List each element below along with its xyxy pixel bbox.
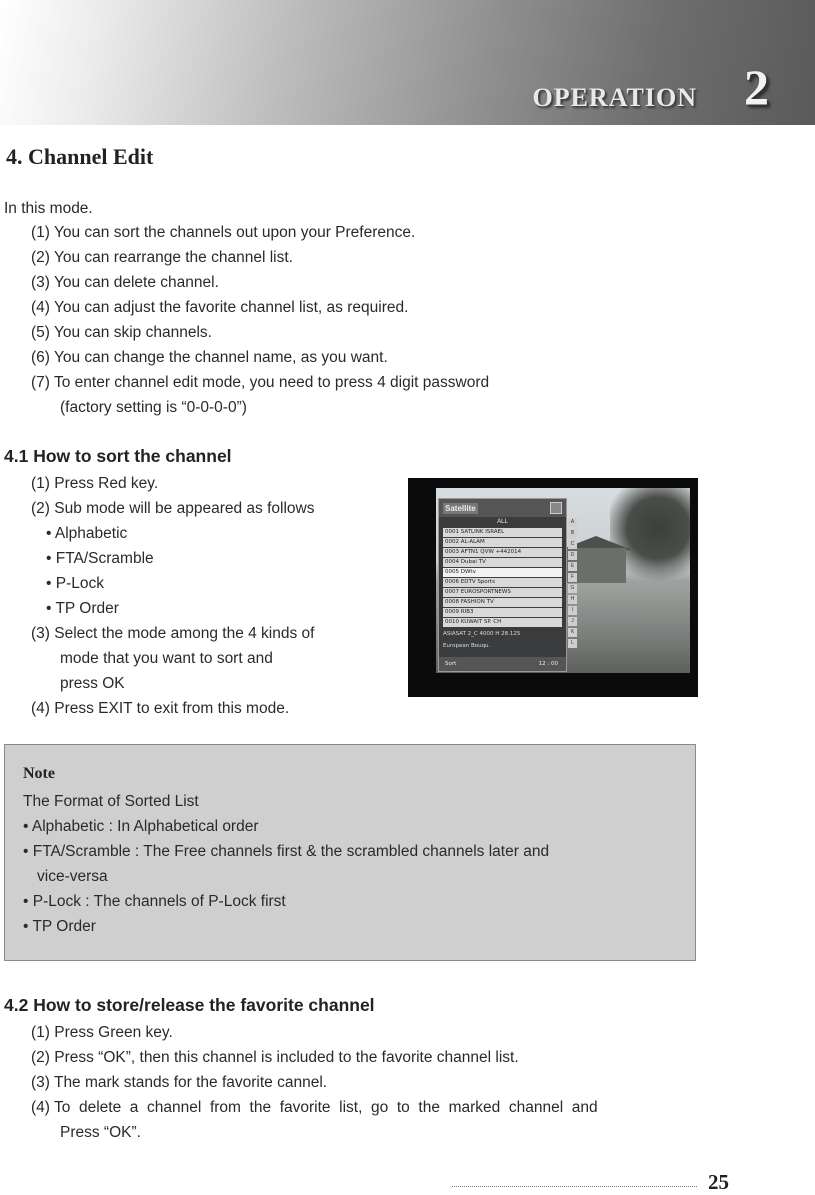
intro-item: (2) You can rearrange the channel list.: [31, 249, 293, 266]
intro-item: (factory setting is “0-0-0-0”): [60, 399, 247, 416]
osd-footer-time: 12 : 00: [538, 661, 558, 667]
favorite-item: (4) To delete a channel from the favorite list, go to the marked channel and: [31, 1099, 598, 1116]
sort-item: press OK: [60, 675, 125, 692]
osd-index-letter: L: [568, 639, 577, 648]
osd-footer-sort: Sort: [445, 661, 457, 667]
note-line: • Alphabetic : In Alphabetical order: [23, 818, 259, 835]
osd-index-letter: I: [568, 606, 577, 615]
favorite-item: Press “OK”.: [60, 1124, 141, 1141]
osd-index-letter: E: [568, 562, 577, 571]
channel-list-osd: [438, 498, 567, 672]
osd-alphabet-index: [568, 518, 578, 650]
sort-item: • FTA/Scramble: [46, 550, 154, 567]
osd-channel-row: 0006 EDTV Sports: [443, 578, 562, 587]
osd-channel-row: 0003 AFTN1 QVW +442014: [443, 548, 562, 557]
osd-bouquet-info: European Bouqu.: [443, 643, 491, 649]
osd-index-letter: B: [568, 529, 577, 538]
sort-item: mode that you want to sort and: [60, 650, 273, 667]
osd-index-letter: K: [568, 628, 577, 637]
note-line: vice-versa: [37, 868, 108, 885]
sort-item: • P-Lock: [46, 575, 104, 592]
page-number: 25: [708, 1170, 729, 1194]
osd-channel-row: 0007 EUROSPORTNEWS: [443, 588, 562, 597]
sort-item: (1) Press Red key.: [31, 475, 159, 492]
osd-channel-row: 0009 RIB3: [443, 608, 562, 617]
intro-item: (7) To enter channel edit mode, you need to press 4 digit password: [31, 374, 490, 391]
osd-index-letter: G: [568, 584, 577, 593]
footer-dotted-line: [452, 1186, 697, 1187]
section-title: 4. Channel Edit: [6, 144, 154, 169]
tv-screenshot: [408, 478, 698, 697]
osd-index-letter: F: [568, 573, 577, 582]
osd-title: Satellite: [445, 503, 476, 513]
intro-item: (6) You can change the channel name, as you want.: [31, 349, 388, 366]
favorite-item: (1) Press Green key.: [31, 1024, 173, 1041]
osd-index-letter: D: [568, 551, 577, 560]
header-banner: [0, 0, 815, 125]
intro-item: (4) You can adjust the favorite channel list, as required.: [31, 299, 409, 316]
osd-index-letter: C: [568, 540, 577, 549]
osd-channel-row: 0010 KUWAIT SP. CH: [443, 618, 562, 627]
note-title: Note: [23, 765, 55, 782]
sort-item: (4) Press EXIT to exit from this mode.: [31, 700, 290, 717]
favorite-item: (2) Press “OK”, then this channel is included to the favorite channel list.: [31, 1049, 519, 1066]
osd-index-letter: J: [568, 617, 577, 626]
sort-item: (3) Select the mode among the 4 kinds of: [31, 625, 315, 642]
osd-index-letter: A: [568, 518, 577, 527]
sort-heading: 4.1 How to sort the channel: [4, 446, 232, 466]
osd-transponder-info: ASIASAT 2_C 4000 H 28.125: [443, 631, 521, 637]
sort-item: (2) Sub mode will be appeared as follows: [31, 500, 315, 517]
note-line: • P-Lock : The channels of P-Lock first: [23, 893, 286, 910]
note-line: • TP Order: [23, 918, 96, 935]
intro-lead: In this mode.: [4, 200, 93, 217]
intro-item: (1) You can sort the channels out upon your Preference.: [31, 224, 416, 241]
osd-menu-icon: [550, 502, 562, 514]
chapter-title: OPERATION: [532, 83, 697, 112]
osd-index-letter: H: [568, 595, 577, 604]
intro-item: (5) You can skip channels.: [31, 324, 212, 341]
osd-channel-row: 0008 FASHION TV: [443, 598, 562, 607]
chapter-number: 2: [744, 59, 769, 115]
sort-item: • Alphabetic: [46, 525, 128, 542]
note-line: The Format of Sorted List: [23, 793, 199, 810]
osd-channel-row: 0004 Dubai TV: [443, 558, 562, 567]
osd-channel-row: 0001 SATLINK ISRAEL: [443, 528, 562, 537]
note-line: • FTA/Scramble : The Free channels first & the scrambled channels later and: [23, 843, 550, 860]
favorite-heading: 4.2 How to store/release the favorite channel: [4, 995, 375, 1015]
favorite-item: (3) The mark stands for the favorite cannel.: [31, 1074, 328, 1091]
osd-footer: [439, 657, 566, 671]
osd-channel-row: 0005 DWtv: [443, 568, 562, 577]
sort-item: • TP Order: [46, 600, 119, 617]
intro-item: (3) You can delete channel.: [31, 274, 219, 291]
osd-group-label: ALL: [497, 519, 508, 525]
osd-channel-row: 0002 AL-ALAM: [443, 538, 562, 547]
osd-header: [439, 499, 566, 517]
